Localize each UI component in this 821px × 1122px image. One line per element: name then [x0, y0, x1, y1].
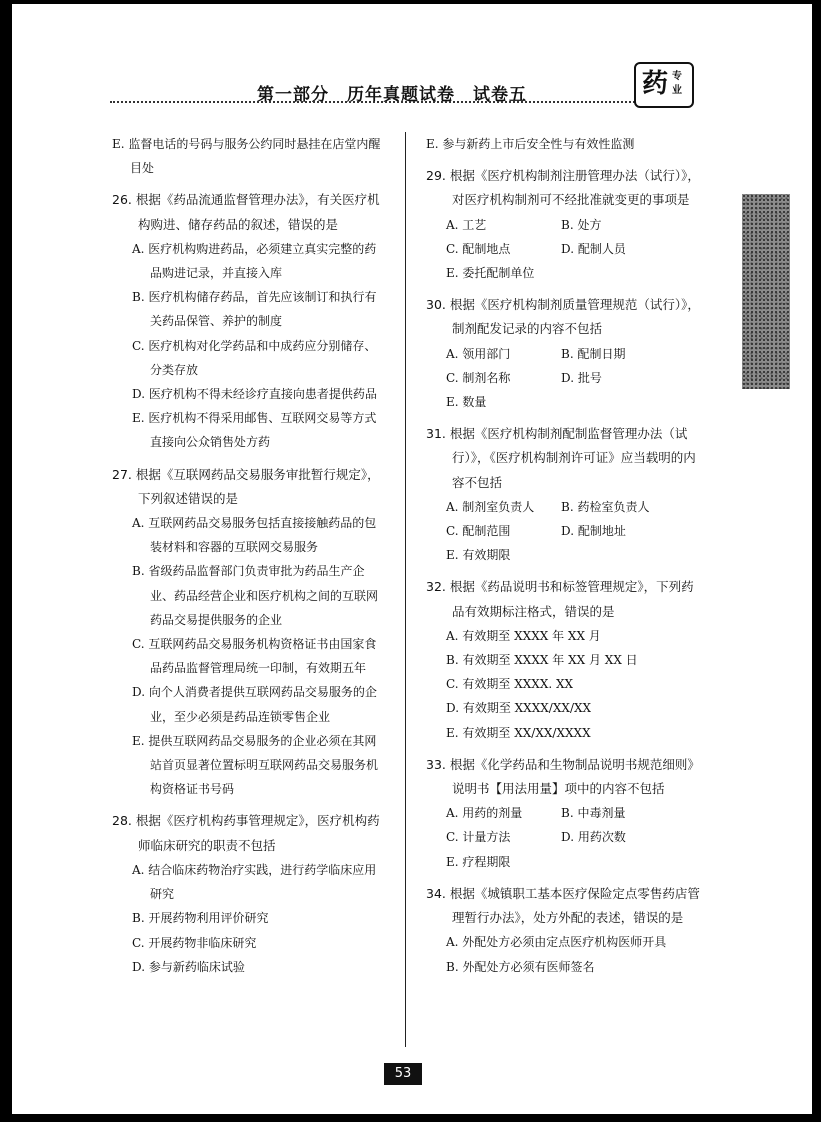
- option-b: B. 外配处方必须有医师签名: [446, 959, 595, 974]
- option-a: A. 外配处方必须由定点医疗机构医师开具: [446, 935, 667, 950]
- option-b: B. 医疗机构储存药品，首先应该制订和执行有关药品保管、养护的制度: [132, 290, 377, 329]
- question-text: 32. 根据《药品说明书和标签管理规定》，下列药品有效期标注格式，错误的是: [426, 579, 694, 619]
- question-text: 34. 根据《城镇职工基本医疗保险定点零售药店管理暂行办法》，处方外配的表述，错误的是: [426, 885, 700, 926]
- question-31: [426, 422, 700, 567]
- option-b: B. 药检室负责人: [561, 499, 650, 514]
- option-e: E. 委托配制单位: [446, 266, 535, 281]
- option-c: C. 医疗机构对化学药品和中成药应分别储存、分类存放: [132, 338, 377, 377]
- question-32: [426, 575, 700, 744]
- question-text: 30. 根据《医疗机构制剂质量管理规范（试行）》，制剂配发记录的内容不包括: [426, 297, 700, 337]
- question-text: 29. 根据《医疗机构制剂注册管理办法（试行）》，对医疗机构制剂可不经批准就变更的事项是: [426, 168, 700, 208]
- option-b: B. 开展药物利用评价研究: [132, 911, 269, 926]
- logo-text: 专业: [672, 71, 682, 96]
- right-column: [426, 132, 700, 987]
- option-d: D. 批号: [561, 370, 602, 385]
- option-a: A. 医疗机构购进药品，必须建立真实完整的药品购进记录，并直接入库: [132, 241, 377, 281]
- option-c: C. 计量方法: [446, 830, 511, 845]
- option-c: C. 制剂名称: [446, 370, 511, 385]
- header-rule: [110, 101, 650, 103]
- question-text: 33. 根据《化学药品和生物制品说明书规范细则》说明书【用法用量】项中的内容不包括: [426, 756, 700, 797]
- option-a: A. 有效期至 XXXX 年 XX 月: [446, 628, 601, 643]
- question-30: [426, 293, 700, 414]
- option-a: A. 结合临床药物治疗实践，进行药学临床应用研究: [132, 862, 377, 902]
- option-d: D. 向个人消费者提供互联网药品交易服务的企业，至少必须是药品连锁零售企业: [132, 685, 377, 724]
- option-e: E. 有效期至 XX/XX/XXXX: [446, 725, 591, 740]
- logo-mark: 药: [642, 69, 669, 99]
- continued-option: E. 参与新药上市后安全性与有效性监测: [426, 137, 635, 151]
- option-b: B. 有效期至 XXXX 年 XX 月 XX 日: [446, 653, 638, 668]
- option-a: A. 领用部门: [446, 346, 511, 361]
- option-c: C. 配制范围: [446, 524, 511, 539]
- option-c: C. 有效期至 XXXX. XX: [446, 677, 574, 692]
- question-29: [426, 164, 700, 285]
- option-e: E. 医疗机构不得采用邮售、互联网交易等方式直接向公众销售处方药: [132, 411, 377, 450]
- question-text: 31. 根据《医疗机构制剂配制监督管理办法（试行）》，《医疗机构制剂许可证》应当载明的内容不包括: [426, 426, 696, 490]
- option-b: B. 配制日期: [561, 346, 626, 361]
- option-e: E. 提供互联网药品交易服务的企业必须在其网站首页显著位置标明互联网药品交易服务机构资格证书号码: [132, 733, 379, 797]
- option-d: D. 有效期至 XXXX/XX/XX: [446, 701, 592, 716]
- question-text: 28. 根据《医疗机构药事管理规定》，医疗机构药师临床研究的职责不包括: [112, 813, 380, 853]
- question-27: [112, 463, 386, 802]
- left-column: [112, 132, 386, 987]
- option-b: B. 处方: [561, 217, 602, 232]
- option-d: D. 用药次数: [561, 830, 626, 845]
- option-d: D. 配制人员: [561, 241, 626, 256]
- option-b: B. 省级药品监督部门负责审批为药品生产企业、药品经营企业和医疗机构之间的互联网药品交易提供服务的企业: [132, 564, 379, 627]
- question-33: [426, 753, 700, 874]
- option-c: C. 配制地点: [446, 241, 511, 256]
- option-a: A. 互联网药品交易服务包括直接接触药品的包装材料和容器的互联网交易服务: [132, 516, 377, 555]
- option-a: A. 工艺: [446, 217, 487, 232]
- page-number: 53: [384, 1063, 422, 1085]
- question-text: 27. 根据《互联网药品交易服务审批暂行规定》，下列叙述错误的是: [112, 466, 380, 506]
- publisher-logo: [634, 62, 694, 108]
- question-text: 26. 根据《药品流通监督管理办法》，有关医疗机构购进、储存药品的叙述，错误的是: [112, 192, 380, 232]
- option-a: A. 用药的剂量: [446, 806, 523, 821]
- option-d: D. 配制地址: [561, 524, 626, 539]
- column-divider: [405, 132, 406, 1047]
- option-a: A. 制剂室负责人: [446, 499, 535, 514]
- page-header-title: 第一部分 历年真题试卷 试卷五: [257, 85, 527, 105]
- option-d: D. 医疗机构不得未经诊疗直接向患者提供药品: [132, 387, 377, 402]
- question-34: [426, 882, 700, 979]
- option-e: E. 疗程期限: [446, 854, 511, 869]
- option-d: D. 参与新药临床试验: [132, 959, 245, 974]
- question-28: [112, 809, 386, 978]
- option-c: C. 互联网药品交易服务机构资格证书由国家食品药品监督管理局统一印制，有效期五年: [132, 637, 377, 676]
- option-c: C. 开展药物非临床研究: [132, 935, 257, 950]
- document-page: [12, 4, 812, 1114]
- continued-option: E. 监督电话的号码与服务公约同时悬挂在店堂内醒目处: [112, 137, 381, 176]
- option-e: E. 有效期限: [446, 548, 511, 563]
- question-26: [112, 188, 386, 454]
- option-e: E. 数量: [446, 395, 487, 410]
- side-tab-strip: [742, 194, 790, 389]
- option-b: B. 中毒剂量: [561, 806, 626, 821]
